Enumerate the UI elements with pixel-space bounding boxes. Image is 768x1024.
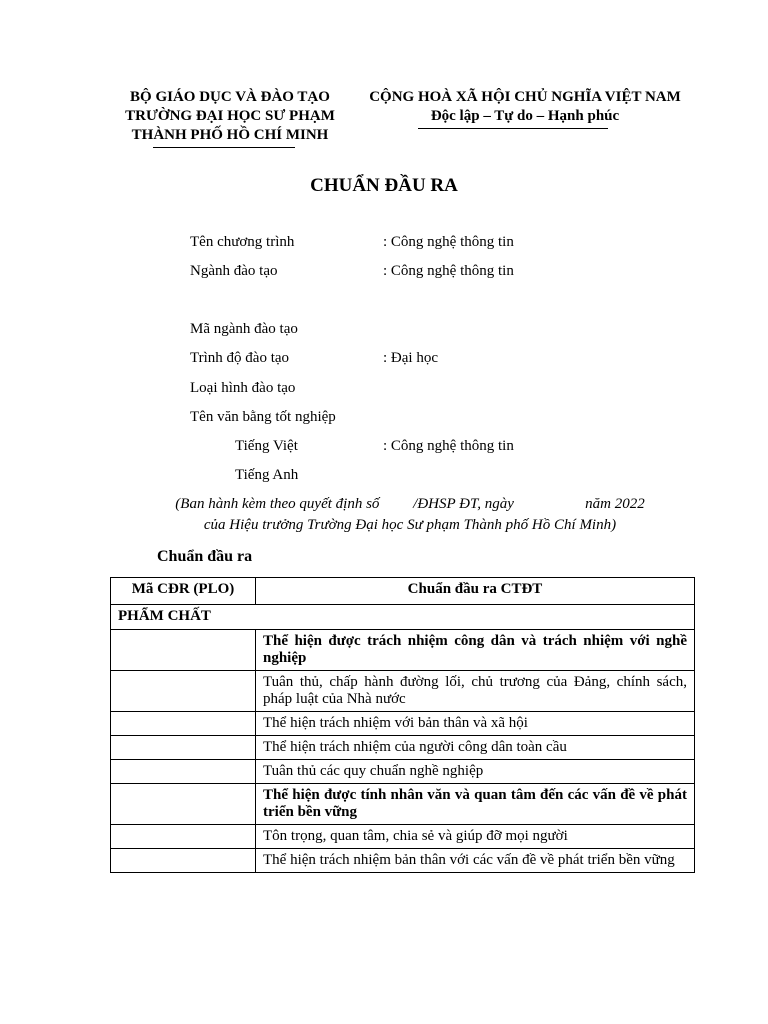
- info-label-program: Tên chương trình: [190, 234, 295, 250]
- row-code: [111, 736, 256, 760]
- ministry-header: [100, 88, 360, 145]
- header-code: Mã CĐR (PLO): [111, 578, 256, 605]
- table-header-row: [111, 578, 695, 605]
- row-code: [111, 760, 256, 784]
- info-value-vietnamese: : Công nghệ thông tin: [383, 438, 514, 454]
- decree-line-1: (Ban hành kèm theo quyết định số /ĐHSP ĐT, ngày năm 2022: [175, 496, 645, 512]
- row-code: [111, 712, 256, 736]
- info-label-degree-name: Tên văn bằng tốt nghiệp: [190, 409, 336, 425]
- info-label-english: Tiếng Anh: [235, 467, 299, 483]
- info-value-program: : Công nghệ thông tin: [383, 234, 514, 250]
- row-code: [111, 825, 256, 849]
- row-outcome: Tôn trọng, quan tâm, chia sẻ và giúp đỡ mọi người: [256, 825, 695, 849]
- row-outcome: Tuân thủ các quy chuẩn nghề nghiệp: [256, 760, 695, 784]
- ministry-name: BỘ GIÁO DỤC VÀ ĐÀO TẠO: [130, 89, 330, 105]
- info-label-major-code: Mã ngành đào tạo: [190, 321, 298, 337]
- row-outcome: Thể hiện trách nhiệm của người công dân toàn cầu: [256, 736, 695, 760]
- header-underline-right: [418, 128, 608, 129]
- header-outcome: Chuẩn đầu ra CTĐT: [256, 578, 695, 605]
- table-row: [111, 849, 695, 873]
- info-value-major: : Công nghệ thông tin: [383, 263, 514, 279]
- row-code: [111, 784, 256, 825]
- table-row: [111, 712, 695, 736]
- category-row: [111, 605, 695, 630]
- row-code: [111, 849, 256, 873]
- document-title: CHUẨN ĐẦU RA: [310, 175, 458, 196]
- table-row: [111, 630, 695, 671]
- country-name: CỘNG HOÀ XÃ HỘI CHỦ NGHĨA VIỆT NAM: [369, 89, 681, 105]
- info-value-level: : Đại học: [383, 350, 438, 366]
- info-label-level: Trình độ đào tạo: [190, 350, 290, 366]
- table-row: [111, 784, 695, 825]
- section-title: Chuẩn đầu ra: [157, 548, 253, 565]
- university-name: TRƯỜNG ĐẠI HỌC SƯ PHẠM: [125, 108, 335, 124]
- city-name: THÀNH PHỐ HỒ CHÍ MINH: [131, 127, 329, 143]
- table-row: [111, 825, 695, 849]
- row-outcome: Tuân thủ, chấp hành đường lối, chủ trương của Đảng, chính sách, pháp luật của Nhà nước: [256, 671, 695, 712]
- outcomes-table: [110, 577, 695, 873]
- info-label-training-type: Loại hình đào tạo: [190, 380, 296, 396]
- table-row: [111, 736, 695, 760]
- decree-note: [100, 494, 720, 536]
- row-outcome: Thể hiện trách nhiệm bản thân với các vấn đề về phát triển bền vững: [256, 849, 695, 873]
- row-outcome: Thể hiện trách nhiệm với bản thân và xã hội: [256, 712, 695, 736]
- info-label-vietnamese: Tiếng Việt: [235, 438, 298, 454]
- row-code: [111, 630, 256, 671]
- row-outcome: Thể hiện được trách nhiệm công dân và trách nhiệm với nghề nghiệp: [256, 630, 695, 671]
- row-outcome: Thể hiện được tính nhân văn và quan tâm đến các vấn đề về phát triển bền vững: [256, 784, 695, 825]
- decree-line-2: của Hiệu trưởng Trường Đại học Sư phạm Thành phố Hồ Chí Minh): [203, 517, 617, 533]
- national-header: [340, 88, 710, 126]
- national-motto: Độc lập – Tự do – Hạnh phúc: [430, 108, 620, 124]
- header-underline-left: [153, 147, 295, 148]
- category-label: PHẨM CHẤT: [111, 605, 695, 630]
- table-row: [111, 760, 695, 784]
- row-code: [111, 671, 256, 712]
- info-label-major: Ngành đào tạo: [190, 263, 278, 279]
- table-row: [111, 671, 695, 712]
